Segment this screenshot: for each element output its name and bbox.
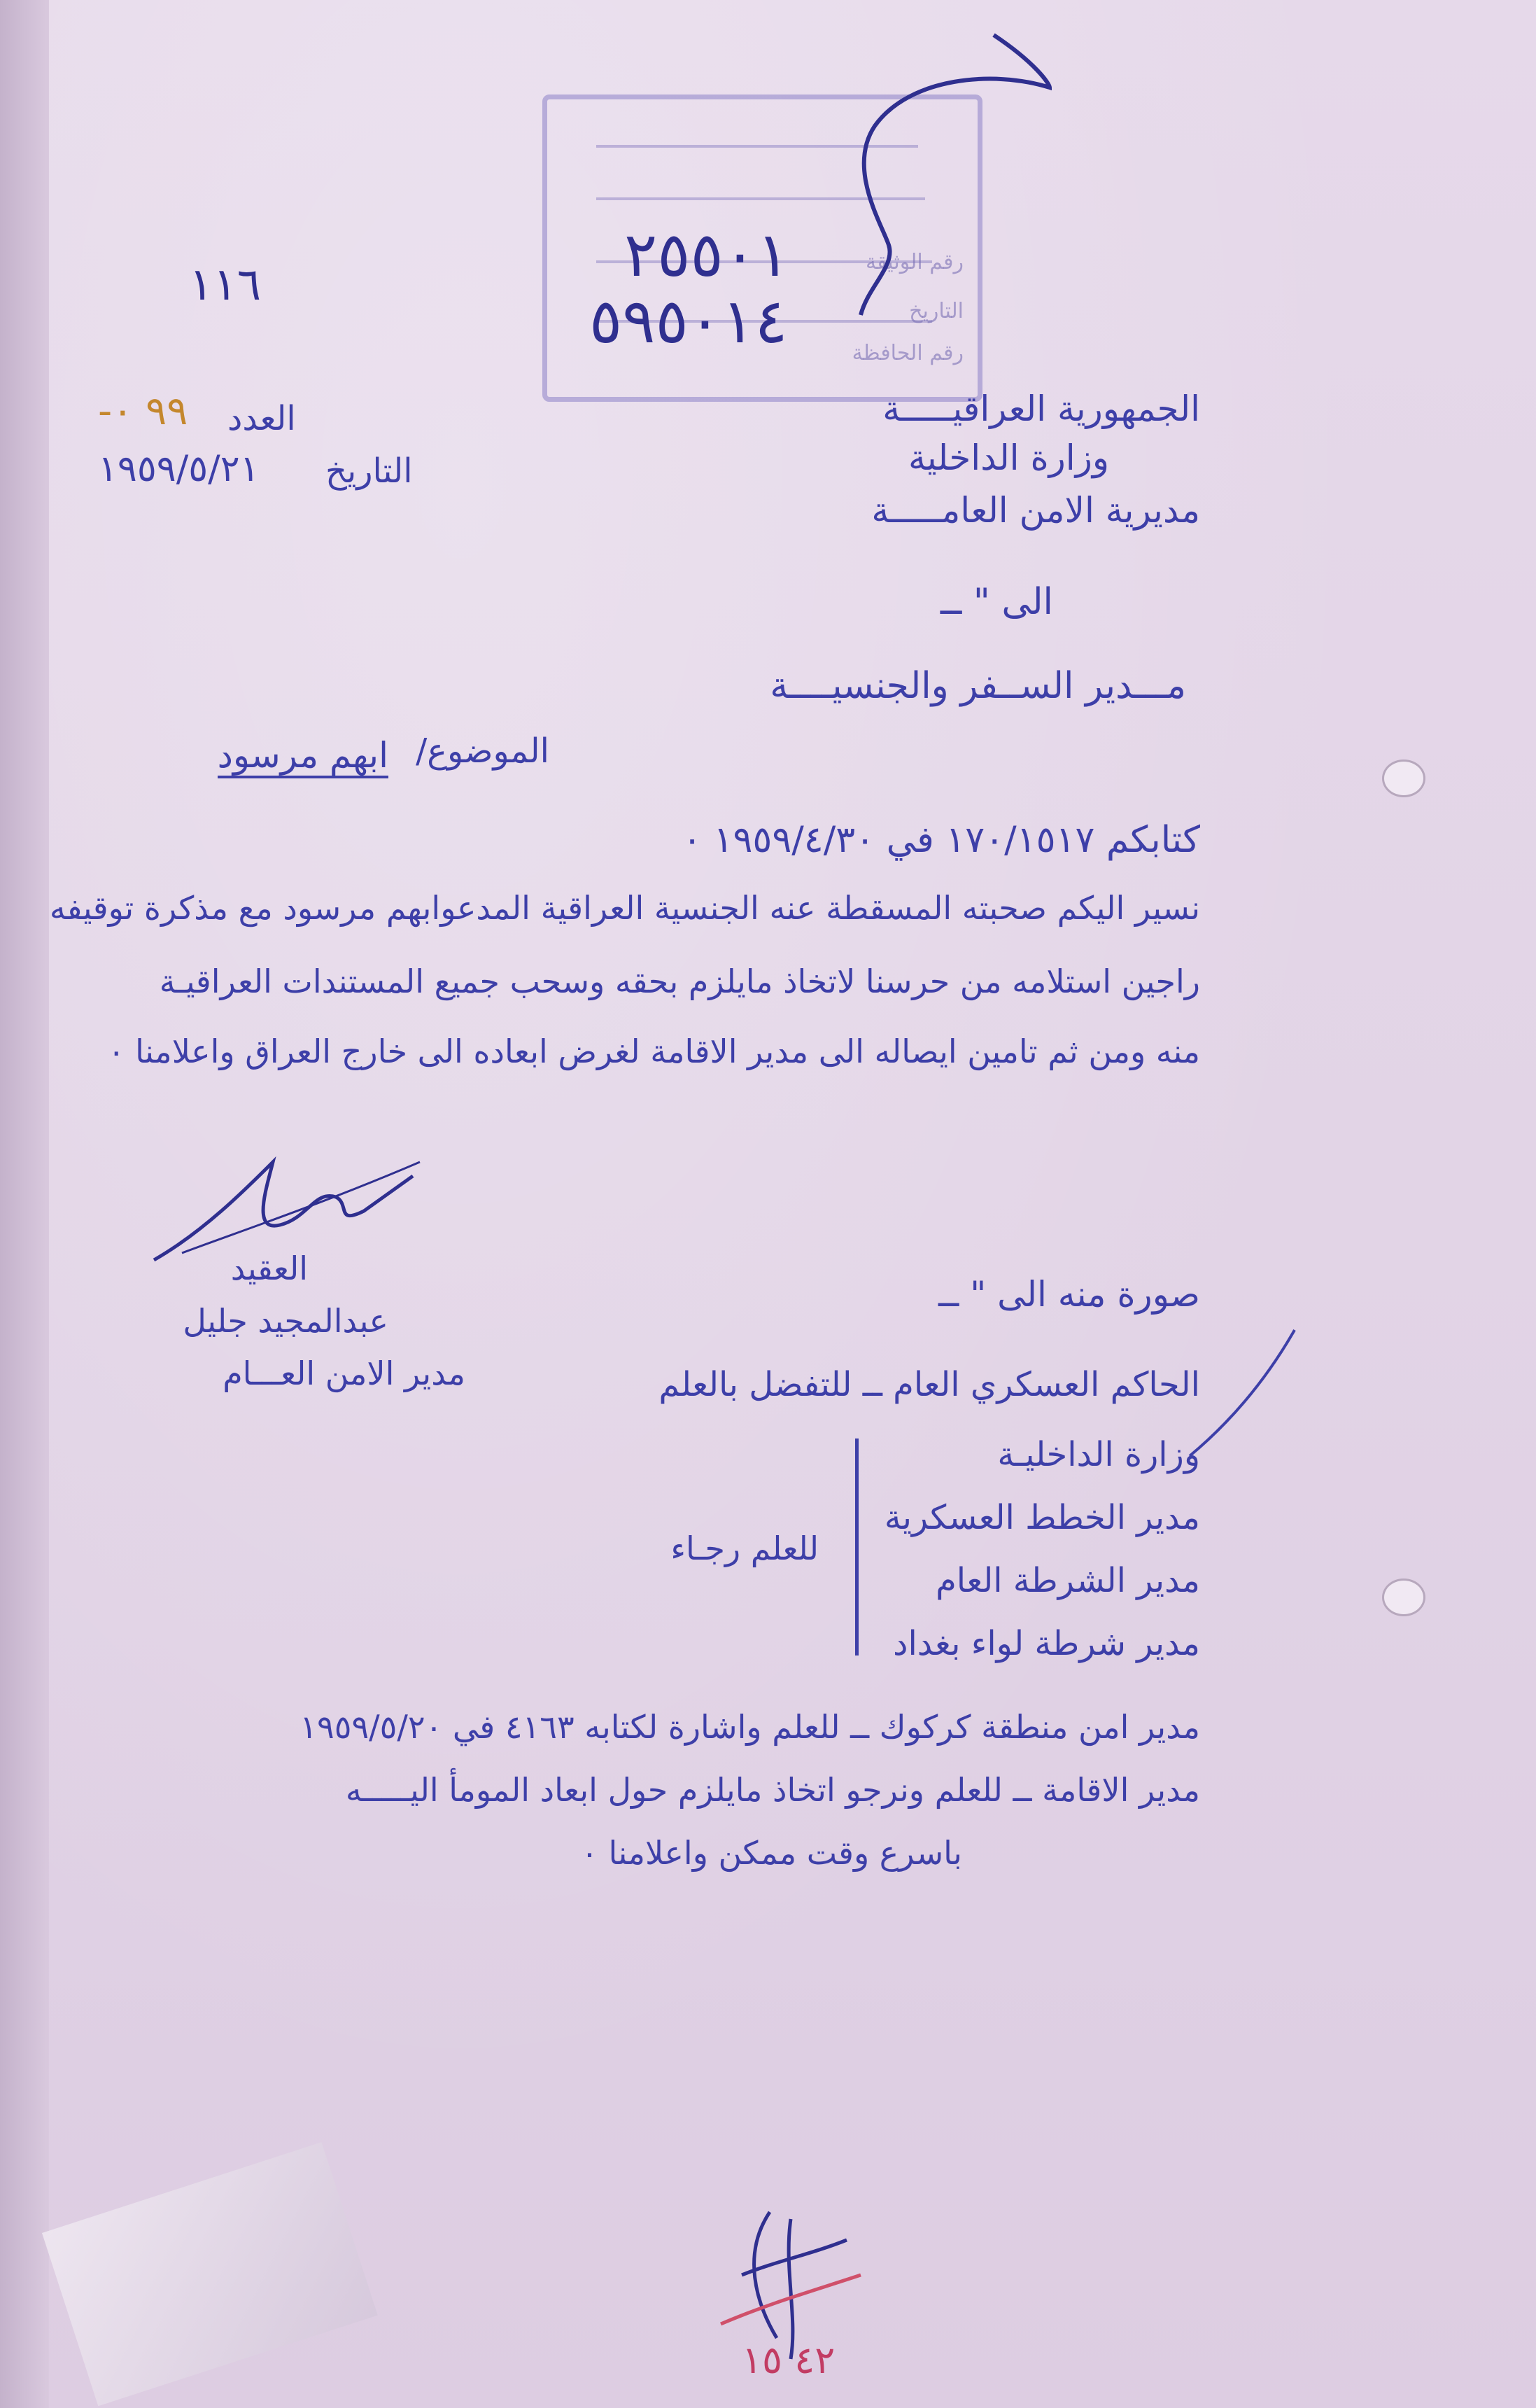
copies-bracket (855, 1438, 859, 1656)
copies-item5: مدير شرطة لواء بغداد (893, 1624, 1200, 1663)
paper-edge (0, 0, 49, 2408)
punch-hole-top (1382, 760, 1425, 797)
body-line3: منه ومن ثم تامين ايصاله الى مدير الاقامة لغرض ابعاده الى خارج العراق واعلامنا ٠ (107, 1032, 1200, 1070)
copies-item4: مدير الشرطة العام (936, 1561, 1200, 1600)
copies-item2: وزارة الداخليـة (997, 1435, 1200, 1474)
page-marker: ١١٦ (189, 259, 262, 311)
subject-label: الموضوع/ (416, 732, 549, 771)
footer-mark: ٤٢ ١٥ (742, 2338, 836, 2382)
copies-bracket-note: للعلم رجـاء (670, 1530, 819, 1567)
copies-heading: صورة منه الى " ــ (938, 1274, 1200, 1315)
stamp-label-number: رقم الوثيقة (866, 250, 964, 274)
copies-item3: مدير الخطط العسكرية (884, 1498, 1200, 1537)
copies-item1: الحاكم العسكري العام ــ للتفضل بالعلم (658, 1365, 1200, 1404)
sender-line1: الجمهورية العراقيـــــة (882, 388, 1200, 429)
addressee-name: مـــدير الســفر والجنسيــــة (770, 665, 1186, 707)
copies-item7: مدير الاقامة ــ للعلم ونرجو اتخاذ مايلزم حول ابعاد المومأ اليـــــه (345, 1771, 1200, 1809)
subject-value: ابهم مرسود (218, 735, 388, 778)
pen-tick (1176, 1323, 1316, 1463)
stamp-number-top: ٢٥٥٠١ (624, 218, 790, 290)
signatory-title: مدير الامن العـــام (223, 1354, 465, 1392)
ref-number-label: العدد (227, 399, 296, 438)
ref-number-value: ٩٩ ٠- (98, 388, 188, 434)
signatory-name: عبدالمجيد جليل (183, 1302, 388, 1340)
sender-line3: مديرية الامن العامـــــة (871, 490, 1200, 531)
stamp-number-bottom: ٥٩٥٠١٤ (589, 285, 788, 357)
body-line2: راجين استلامه من حرسنا لاتخاذ مايلزم بحقه وسحب جميع المستندات العراقيـة (159, 962, 1200, 1000)
stamp-label-file: رقم الحافظة (852, 341, 964, 365)
pen-mark-top (784, 21, 1078, 385)
copies-item7-cont: باسرع وقت ممكن واعلامنا ٠ (581, 1834, 962, 1872)
stamp-label-date: التاريخ (909, 299, 964, 323)
signatory-rank: العقيد (230, 1250, 308, 1287)
body-ref-line: كتابكم ١٧٠/١٥١٧ في ١٩٥٩/٤/٣٠ ٠ (682, 819, 1200, 861)
body-line1: نسير اليكم صحبته المسقطة عنه الجنسية العراقية المدعوابهم مرسود مع مذكرة توقيفه (49, 889, 1200, 927)
ref-date-label: التاريخ (325, 451, 413, 491)
ref-date-value: ١٩٥٩/٥/٢١ (98, 448, 260, 490)
sender-line2: وزارة الداخلية (908, 438, 1109, 478)
copies-item6: مدير امن منطقة كركوك ــ للعلم واشارة لكتابه ٤١٦٣ في ١٩٥٩/٥/٢٠ (300, 1708, 1200, 1746)
addressee-to: الى " ــ (940, 581, 1053, 623)
folded-corner (42, 2142, 378, 2406)
punch-hole-bottom (1382, 1578, 1425, 1616)
